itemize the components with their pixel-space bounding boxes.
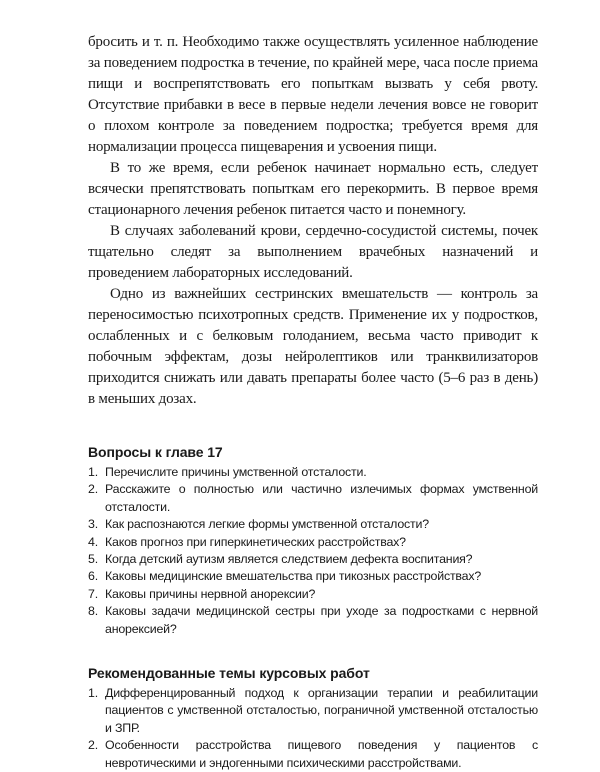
paragraph: В случаях заболеваний крови, сердечно-сосудистой системы, почек тщательно следят за выполнением врачебных назначений и проведением лабораторных исследований. [88,223,538,281]
item-number: 4. [88,534,98,549]
item-text: Расскажите о полностью или частично излечимых формах умственной отсталости. [105,482,538,514]
topics-list [88,685,538,772]
paragraph: Одно из важнейших сестринских вмешательств — контроль за переносимостью психотропных средств. Применение их у подростков, ослабленных и с белковым голоданием, весьма часто приводит к побочным эффектам, дозы нейролептиков или транквилизаторов приходится снижать или давать препараты более часто (5–6 раз в день) в меньших дозах. [88,286,538,407]
list-item [88,685,538,737]
list-item [88,516,538,533]
list-item [88,481,538,516]
item-text: Когда детский аутизм является следствием дефекта воспитания? [105,552,473,567]
list-item [88,464,538,481]
questions-heading: Вопросы к главе 17 [88,444,223,460]
item-number: 2. [88,738,98,753]
list-item [88,551,538,568]
item-number: 8. [88,604,98,619]
list-item [88,586,538,603]
list-item [88,534,538,551]
item-text: Как распознаются легкие формы умственной отсталости? [105,517,429,532]
list-item [88,603,538,638]
paragraph: бросить и т. п. Необходимо также осуществлять усиленное наблюдение за поведением подростка в течение, по крайней мере, часа после приема пищи и воспрепятствовать его попыткам вызвать у себя рвоту. Отсутствие прибавки в весе в первые недели лечения вовсе не говорит о плохом контроле за поведением подростка; требуется время для нормализации процесса пищеварения и усвоения пищи. [88,34,538,155]
item-text: Дифференцированный подход к организации терапии и реабилитации пациентов с умственной отсталостью, пограничной умственной отсталостью и ЗПР. [105,686,538,735]
paragraph: В то же время, если ребенок начинает нормально есть, следует всячески препятствовать попыткам его перекормить. В первое время стационарного лечения ребенок питается часто и понемногу. [88,160,538,218]
list-item [88,568,538,585]
item-number: 2. [88,482,98,497]
item-number: 1. [88,465,98,479]
questions-list [88,464,538,638]
item-text: Каковы задачи медицинской сестры при уходе за подростками с нервной анорексией? [105,604,538,636]
page [88,32,538,772]
body-text [88,32,538,410]
item-text: Особенности расстройства пищевого поведения у пациентов с невротическими и эндогенными психическими расстройствами. [105,738,538,770]
topics-heading: Рекомендованные темы курсовых работ [88,665,370,682]
item-number: 7. [88,586,98,601]
item-text: Перечислите причины умственной отсталости. [105,465,367,479]
item-number: 3. [88,517,98,532]
list-item [88,737,538,772]
item-number: 6. [88,569,98,584]
item-text: Каков прогноз при гиперкинетических расстройствах? [105,534,406,549]
item-number: 5. [88,552,98,567]
item-text: Каковы причины нервной анорексии? [105,586,316,601]
item-number: 1. [88,686,98,701]
item-text: Каковы медицинские вмешательства при тикозных расстройствах? [105,569,482,584]
